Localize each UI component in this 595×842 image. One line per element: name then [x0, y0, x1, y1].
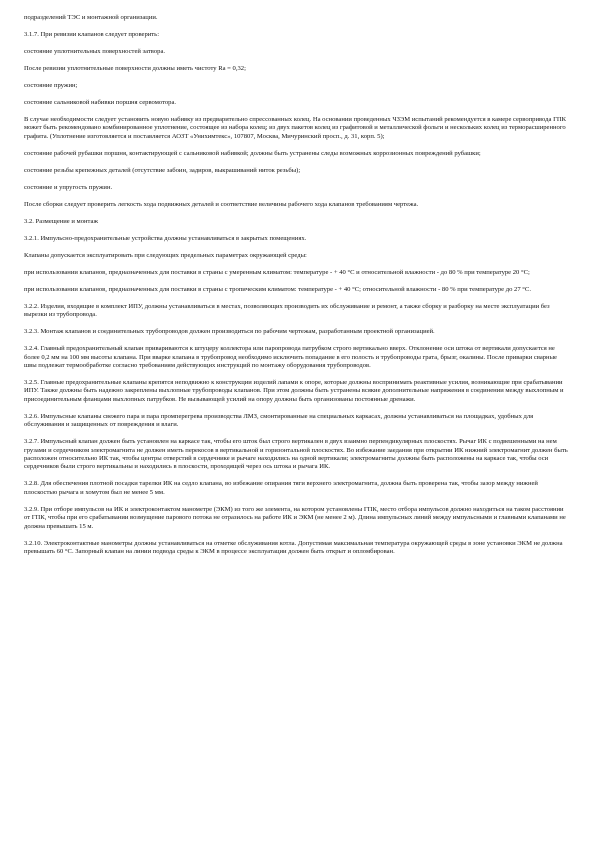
paragraph-seal-surfaces: состояние уплотнительных поверхностей затвора. [24, 48, 166, 55]
document-page [24, 14, 571, 565]
paragraph-packing: состояние сальниковой набивки поршня сервомотора. [24, 99, 177, 106]
paragraph-3-2-3: 3.2.3. Монтаж клапанов и соединительных трубопроводов должен производиться по рабочим чертежам, разработанным проектной организацией. [24, 328, 435, 336]
paragraph-thread: состояние резьбы крепежных деталей (отсутствие забоин, задиров, выкрашиваний ниток резьбы); [24, 166, 301, 174]
paragraph-3-2-7: 3.2.7. Импульсный клапан должен быть установлен на каркасе так, чтобы его шток был строго вертикален в двух взаимно перпендикулярных плоскостях. Рычаг ИК с подвешенными на нем грузами и сердечником электромагнита не должен иметь перекосов в вертикальной и горизонтальной плоскостях. Во избежание заедания при открытии ИК нижний электромагнит должен быть расположен относительно ИК так, чтобы центры отверстий в сердечнике и рычаге находились на одной вертикали; электромагниты должны быть расположены на каркасе так, чтобы оси сердечников были строго вертикальны и находились в плоскости, проходящей через ось штока и рычага ИК. [24, 438, 568, 471]
paragraph-temperate-climate: при использовании клапанов, предназначенных для поставки в страны с умеренным климатом: температуре - + 40 °С и относительной влажности - до 80 % при температуре 20 °С; [24, 268, 530, 276]
paragraph-tropical-climate: при использовании клапанов, предназначенных для поставки в страны с тропическим климатом: температуре - + 40 °С; относительной влажности - 80 % при температуре до 27 °С. [24, 285, 531, 293]
paragraph-3-2-6: 3.2.6. Импульсные клапаны свежего пара и пара промперегрева производства ЛМЗ, смонтированные на специальных каркасах, должны устанавливаться на площадках, удобных для обслуживания и защищенных от повреждения и влаги. [24, 412, 534, 429]
paragraph-spring-elasticity: состояние и упругость пружин. [24, 183, 113, 191]
paragraph-ambient-params: Клапаны допускается эксплуатировать при следующих предельных параметрах окружающей среды: [24, 251, 307, 259]
paragraph-3-2-8: 3.2.8. Для обеспечения плотной посадки тарелки ИК на седло клапана, во избежание опирания тяги верхнего электромагнита, должна быть проверена так, чтобы зазор между нижней плоскостью рычага и хомутом был не менее 5 мм. [24, 480, 538, 496]
paragraph-new-packing: В случае необходимости следует установить новую набивку из предварительно спрессованных колец. На основании проведенных ЧЗЭМ испытаний рекомендуется в камере сервопривода ГПК может быть рекомендовано комбинированное уплотнение, состоящее из набора колец; из двух пакетов колец из графитовой и металлической фольги и нескольких колец из терморасширенного графита. (Уплотнение изготовляется и поставляется АОЗТ «Унихимтекс», 107807, Москва, Мичуринский просп., д. 31, корп. 5); [24, 116, 567, 140]
paragraph-piston-jacket: состояние рабочей рубашки поршня, контактирующей с сальниковой набивкой; должны быть устранены следы возможных коррозионных повреждений рубашки; [24, 149, 481, 157]
paragraph-after-assembly: После сборки следует проверить легкость хода подвижных деталей и соответствие величины рабочего хода клапанов требованиям чертежа. [24, 200, 419, 208]
paragraph-3-1-7: 3.1.7. При ревизии клапанов следует проверить: [24, 31, 160, 38]
section-heading-3-2: 3.2. Размещение и монтаж [24, 217, 98, 225]
paragraph-3-2-2: 3.2.2. Изделия, входящие в комплект ИПУ, должны устанавливаться в местах, позволяющих производить их обслуживание и ремонт, а также сборку и разборку на месте эксплуатации без вырезки из трубопровода. [24, 302, 550, 319]
paragraph-3-2-1: 3.2.1. Импульсно-предохранительные устройства должны устанавливаться в закрытых помещениях. [24, 234, 307, 242]
paragraph-3-2-5: 3.2.5. Главные предохранительные клапаны крепятся неподвижно к конструкции изделий лапами к опоре, которые должны воспринимать реактивные усилия, возникающие при срабатывании ИПУ. Также должны быть надежно закреплены выхлопные трубопроводы клапанов. При этом должны быть устранены всякие дополнительные напряжения в соединении между выхлопным и присоединительным фланцами выхлопных патрубков. Не вызывающей усилий на опору должны быть организованы постоянные дренажи. [24, 379, 564, 403]
paragraph-springs: состояние пружин; [24, 82, 78, 89]
paragraph-3-2-10: 3.2.10. Электроконтактные манометры должны устанавливаться на отметке обслуживания котла. Допустимая максимальная температура окружающей среды в зоне установки ЭКМ не должна превышать 60 °С. Запорный клапан на линии подвода среды к ЭКМ в процессе эксплуатации должен быть открыт и опломбирован. [24, 539, 563, 556]
paragraph-intro-continuation: подразделений ТЭС и монтажной организации. [24, 14, 158, 21]
paragraph-roughness: После ревизии уплотнительные поверхности должны иметь чистоту Ra = 0,32; [24, 65, 246, 72]
paragraph-3-2-9: 3.2.9. При отборе импульсов на ИК и электроконтактом манометре (ЭКМ) из того же элемента, на котором установлены ГПК, место отбора импульсов должно находиться на таком расстоянии от ГПК, чтобы при его срабатывании возмущение парового потока не отразилось на работе ИК и ЭКМ (не менее 2 м). Длина импульсных линий между импульсными и главными клапанами не должна превышать 15 м. [24, 505, 566, 530]
paragraph-3-2-4: 3.2.4. Главный предохранительный клапан привариваются к штуцеру коллектора или паропровода патрубком строго вертикально вверх. Отклонение оси штока от вертикали допускается не более 0,2 мм на 100 мм высоты клапана. При вварке клапана в трубопровод необходимо исключить попадание в его полость и трубопроводы грата, брызг, окалины. После приварки сварные швы подлежат термообработке согласно требованиям действующих инструкций по монтажу оборудования трубопроводов. [24, 345, 557, 370]
